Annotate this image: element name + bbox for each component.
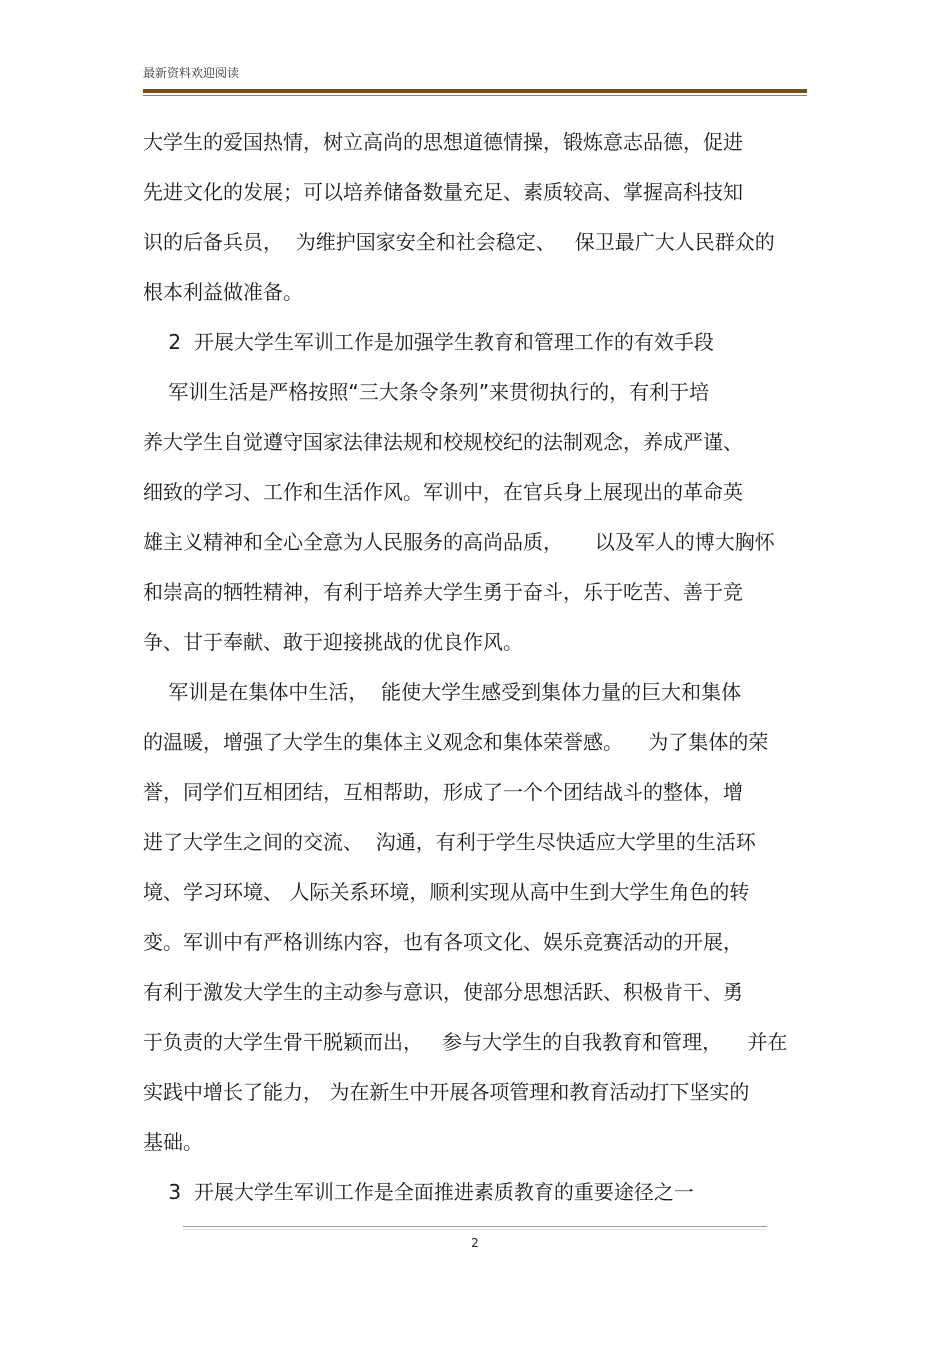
- text-line: 大学生的爱国热情，树立高尚的思想道德情操，锻炼意志品德，促进: [143, 130, 743, 154]
- text-line: 的温暖，增强了大学生的集体主义观念和集体荣誉感。 为了集体的荣: [143, 730, 769, 754]
- text-line: 根本利益做准备。: [143, 280, 303, 304]
- text-line: 进了大学生之间的交流、 沟通，有利于学生尽快适应大学里的生活环: [143, 830, 756, 854]
- header-divider-thin: [143, 95, 807, 96]
- footer-divider-shadow: [183, 1229, 767, 1230]
- text-line: 细致的学习、工作和生活作风。军训中，在官兵身上展现出的革命英: [143, 480, 743, 504]
- page-number: 2: [471, 1236, 479, 1250]
- text-line: 和崇高的牺牲精神，有利于培养大学生勇于奋斗，乐于吃苦、善于竞: [143, 580, 743, 604]
- text-line: 有利于激发大学生的主动参与意识，使部分思想活跃、积极肯干、勇: [143, 980, 743, 1004]
- header-divider: [143, 89, 807, 93]
- text-line: 军训生活是严格按照“三大条令条列”来贯彻执行的，有利于培: [143, 380, 710, 404]
- text-line: 争、甘于奉献、敢于迎接挑战的优良作风。: [143, 630, 523, 654]
- text-line: 军训是在集体中生活， 能使大学生感受到集体力量的巨大和集体: [143, 680, 742, 704]
- text-line: 实践中增长了能力， 为在新生中开展各项管理和教育活动打下坚实的: [143, 1080, 750, 1104]
- footer-divider: [183, 1226, 767, 1227]
- text-line: 先进文化的发展；可以培养储备数量充足、素质较高、掌握高科技知: [143, 180, 743, 204]
- section-heading: 3 开展大学生军训工作是全面推进素质教育的重要途径之一: [143, 1180, 694, 1204]
- text-line: 变。军训中有严格训练内容，也有各项文化、娱乐竞赛活动的开展，: [143, 930, 743, 954]
- text-line: 于负责的大学生骨干脱颖而出， 参与大学生的自我教育和管理， 并在: [143, 1030, 788, 1054]
- text-line: 誉，同学们互相团结，互相帮助，形成了一个个团结战斗的整体，增: [143, 780, 743, 804]
- section-heading: 2 开展大学生军训工作是加强学生教育和管理工作的有效手段: [143, 330, 714, 354]
- text-line: 境、学习环境、 人际关系环境，顺利实现从高中生到大学生角色的转: [143, 880, 750, 904]
- page-header: 最新资料欢迎阅读: [143, 66, 240, 80]
- text-line: 识的后备兵员， 为维护国家安全和社会稳定、 保卫最广大人民群众的: [143, 230, 775, 254]
- text-line: 基础。: [143, 1130, 203, 1154]
- text-line: 养大学生自觉遵守国家法律法规和校规校纪的法制观念，养成严谨、: [143, 430, 743, 454]
- text-line: 雄主义精神和全心全意为人民服务的高尚品质， 以及军人的博大胸怀: [143, 530, 775, 554]
